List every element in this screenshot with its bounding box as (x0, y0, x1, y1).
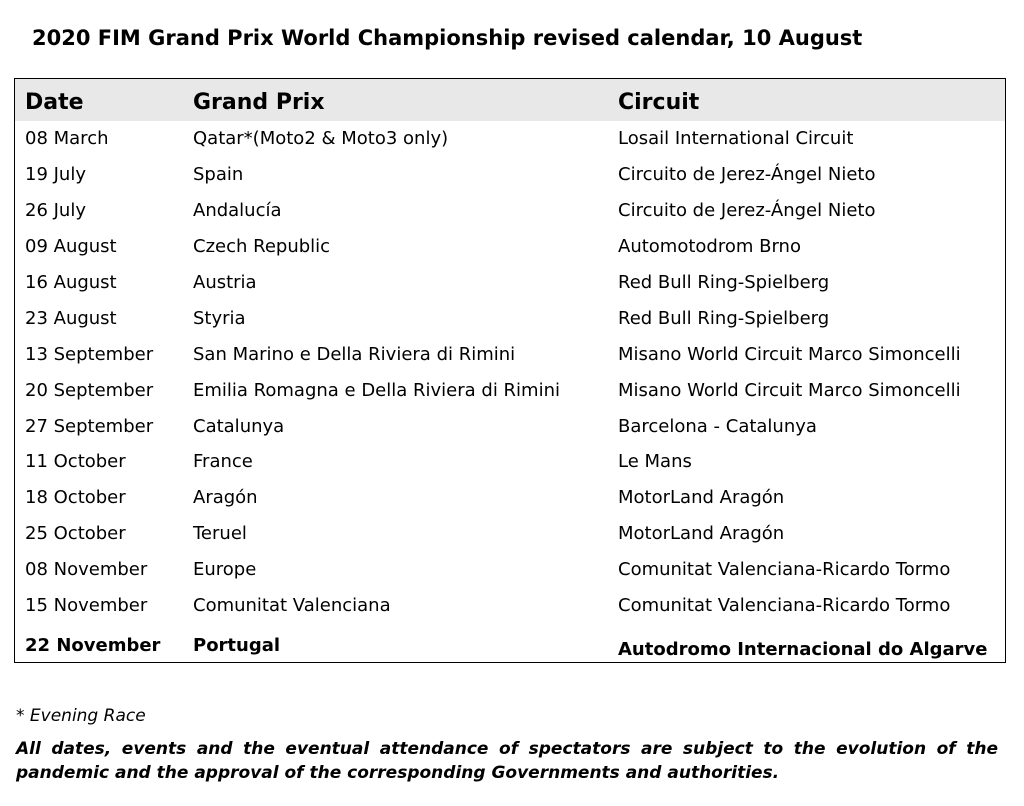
circuit-cell: Le Mans (618, 451, 692, 473)
circuit-cell: Circuito de Jerez-Ángel Nieto (618, 164, 876, 186)
table-row (15, 372, 1005, 408)
grand-prix-cell: Styria (193, 307, 246, 329)
disclaimer: All dates, events and the eventual attendance of spectators are subject to the evolution of the pandemic and the approval of the corresponding Governments and authorities. (16, 739, 998, 783)
table-row (15, 552, 1005, 588)
grand-prix-cell: Andalucía (193, 200, 282, 222)
grand-prix-cell: Comunitat Valenciana (193, 595, 391, 617)
circuit-cell: Circuito de Jerez-Ángel Nieto (618, 200, 876, 222)
grand-prix-cell: Spain (193, 164, 244, 186)
date-cell: 11 October (25, 451, 126, 473)
circuit-cell: Autodromo Internacional do Algarve (618, 638, 988, 660)
date-cell: 08 November (25, 559, 148, 581)
table-row (15, 408, 1005, 444)
footnote: * Evening Race (16, 706, 146, 726)
table-row (15, 300, 1005, 336)
table-row (15, 157, 1005, 193)
grand-prix-cell: Teruel (193, 523, 247, 545)
page-title: 2020 FIM Grand Prix World Championship revised calendar, 10 August (32, 26, 863, 50)
date-cell: 25 October (25, 523, 126, 545)
circuit-cell: Red Bull Ring-Spielberg (618, 307, 830, 329)
date-cell: 09 August (25, 236, 117, 258)
table-row (15, 444, 1005, 480)
table-row (15, 516, 1005, 552)
date-cell: 23 August (25, 307, 117, 329)
circuit-cell: MotorLand Aragón (618, 487, 785, 509)
grand-prix-cell: Catalunya (193, 415, 285, 437)
table-row (15, 265, 1005, 301)
circuit-cell: MotorLand Aragón (618, 523, 785, 545)
circuit-cell: Barcelona - Catalunya (618, 415, 817, 437)
date-cell: 15 November (25, 595, 148, 617)
table-row (15, 193, 1005, 229)
grand-prix-cell: Portugal (193, 634, 281, 656)
grand-prix-cell: Qatar*(Moto2 & Moto3 only) (193, 128, 449, 150)
date-cell: 16 August (25, 272, 117, 293)
table-row (15, 623, 1005, 667)
grand-prix-cell: France (193, 451, 253, 473)
circuit-cell: Comunitat Valenciana-Ricardo Tormo (618, 595, 951, 617)
date-cell: 27 September (25, 415, 154, 437)
date-cell: 19 July (25, 164, 86, 186)
circuit-cell: Losail International Circuit (618, 128, 854, 150)
table-row (15, 480, 1005, 516)
grand-prix-cell: Europe (193, 559, 257, 581)
column-header-circuit: Circuit (618, 89, 700, 115)
date-cell: 18 October (25, 487, 126, 509)
grand-prix-cell: Emilia Romagna e Della Riviera di Rimini (193, 379, 560, 401)
date-cell: 13 September (25, 343, 154, 365)
table-row (15, 336, 1005, 372)
table-row (15, 588, 1005, 624)
circuit-cell: Misano World Circuit Marco Simoncelli (618, 343, 961, 365)
table-row (15, 229, 1005, 265)
circuit-cell: Red Bull Ring-Spielberg (618, 272, 830, 293)
circuit-cell: Comunitat Valenciana-Ricardo Tormo (618, 559, 951, 581)
calendar-table (14, 78, 1006, 663)
grand-prix-cell: Czech Republic (193, 236, 331, 258)
column-header-date: Date (25, 89, 84, 115)
date-cell: 20 September (25, 379, 154, 401)
circuit-cell: Automotodrom Brno (618, 236, 801, 258)
grand-prix-cell: Aragón (193, 487, 258, 509)
column-header-grand-prix: Grand Prix (193, 89, 325, 115)
table-header-row (15, 79, 1005, 121)
grand-prix-cell: Austria (193, 272, 257, 293)
table-row (15, 121, 1005, 157)
circuit-cell: Misano World Circuit Marco Simoncelli (618, 379, 961, 401)
grand-prix-cell: San Marino e Della Riviera di Rimini (193, 343, 516, 365)
date-cell: 08 March (25, 128, 109, 150)
date-cell: 22 November (25, 634, 161, 656)
date-cell: 26 July (25, 200, 86, 222)
